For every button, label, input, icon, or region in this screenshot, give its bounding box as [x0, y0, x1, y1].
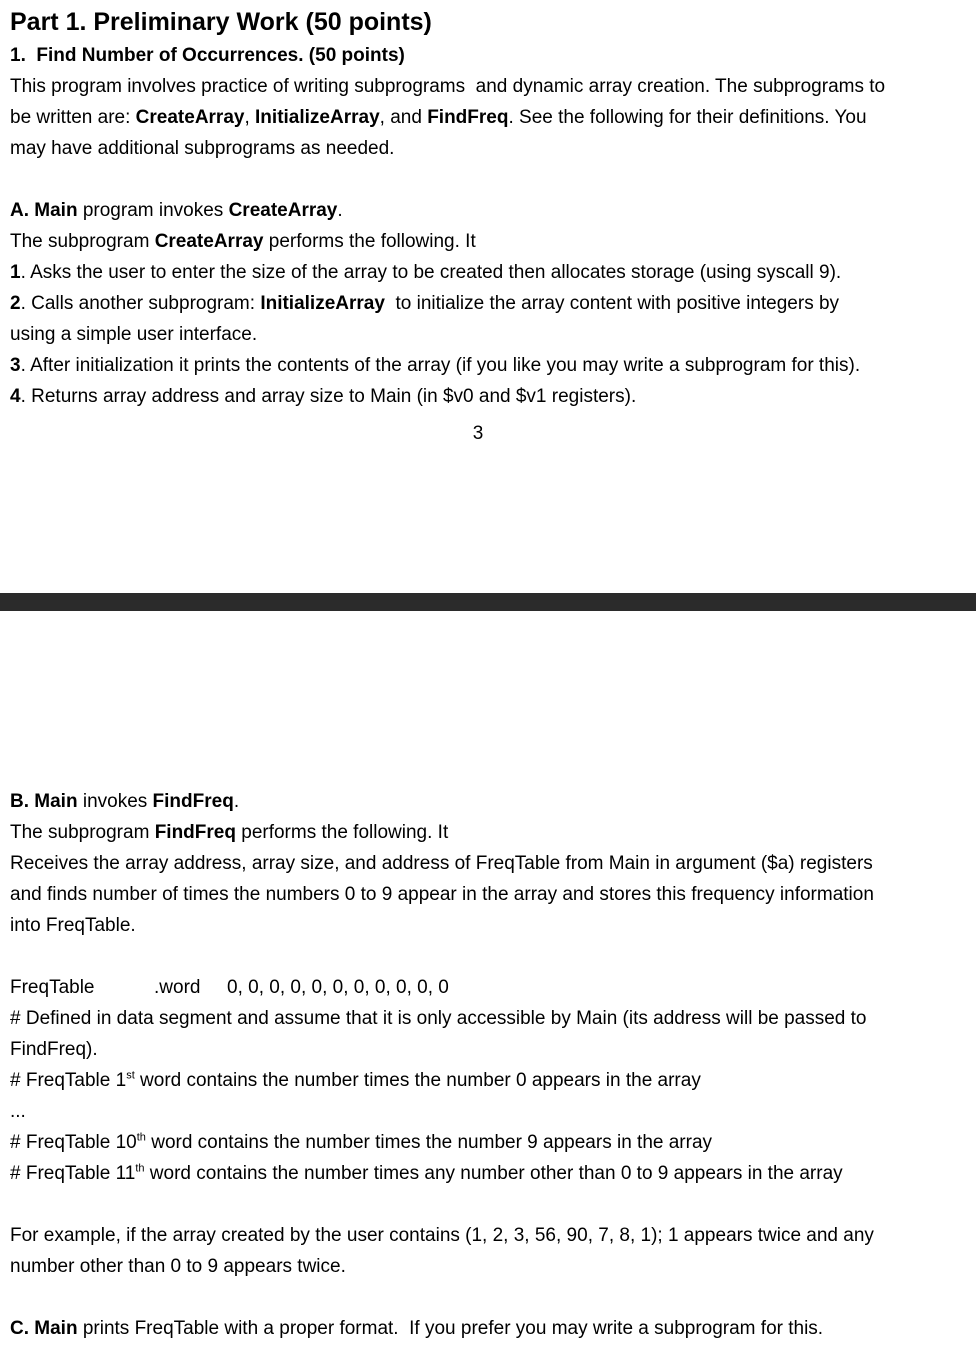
text: B. Main — [10, 791, 78, 812]
item-number: 1 — [10, 262, 21, 283]
text: , — [244, 107, 256, 128]
text: word contains the number times any number other than 0 to 9 appears in the array — [144, 1163, 843, 1184]
superscript: st — [126, 1069, 135, 1082]
comment-line-2 — [10, 1065, 960, 1096]
section-b-paragraph-line-2: and finds number of times the numbers 0 to 9 appear in the array and stores this frequency information — [10, 884, 874, 905]
subprogram-name: InitializeArray — [255, 107, 380, 128]
question-title: 1. Find Number of Occurrences. (50 points) — [10, 45, 405, 66]
example-line-2: number other than 0 to 9 appears twice. — [10, 1256, 346, 1277]
page-number: 3 — [472, 423, 484, 444]
text: C. Main — [10, 1318, 78, 1339]
section-b-paragraph-line-3: into FreqTable. — [10, 915, 136, 936]
text: The subprogram — [10, 822, 155, 843]
section-a-item-1 — [10, 257, 960, 288]
text: . — [337, 200, 343, 221]
intro-line-3: may have additional subprograms as needed. — [10, 138, 395, 159]
code-directive: .word — [154, 977, 201, 998]
text: . See the following for their definitions. You — [508, 107, 867, 128]
comment-line-1-cont: FindFreq). — [10, 1039, 98, 1060]
superscript: th — [135, 1162, 145, 1175]
text: , and — [379, 107, 428, 128]
text: invokes — [77, 791, 153, 812]
text: . — [233, 791, 240, 812]
section-b-paragraph-line-1: Receives the array address, array size, and address of FreqTable from Main in argument ($a) registers — [10, 853, 873, 874]
text: . After initialization it prints the contents of the array (if you like you may write a subprogram for this). — [20, 355, 861, 376]
text: program invokes — [77, 200, 229, 221]
comment-line-3 — [10, 1127, 960, 1158]
text: word contains the number times the number 9 appears in the array — [145, 1132, 713, 1153]
text: . Returns array address and array size to Main (in $v0 and $v1 registers). — [20, 386, 637, 407]
ellipsis: ... — [10, 1101, 26, 1122]
page-top — [10, 4, 960, 449]
code-values: 0, 0, 0, 0, 0, 0, 0, 0, 0, 0, 0 — [227, 977, 449, 998]
comment-line-4 — [10, 1158, 960, 1189]
section-a-item-3 — [10, 350, 960, 381]
section-a-item-2 — [10, 288, 960, 319]
text: CreateArray — [228, 200, 338, 221]
section-a-item-4 — [10, 381, 960, 412]
text: # FreqTable 1 — [10, 1070, 127, 1091]
text: prints FreqTable with a proper format. If you prefer you may write a subprogram for this. — [77, 1318, 824, 1339]
text: to initialize the array content with positive integers by — [384, 293, 840, 314]
text: . Asks the user to enter the size of the array to be created then allocates storage (using syscall 9). — [20, 262, 842, 283]
superscript: th — [136, 1131, 146, 1144]
subprogram-name: FindFreq — [427, 107, 509, 128]
text: performs the following. It — [263, 231, 476, 252]
text: . Calls another subprogram: — [20, 293, 261, 314]
text: CreateArray — [154, 231, 264, 252]
example-line-1: For example, if the array created by the user contains (1, 2, 3, 56, 90, 7, 8, 1); 1 appears twice and any — [10, 1225, 874, 1246]
page-divider — [0, 593, 976, 611]
item-number: 2 — [10, 293, 21, 314]
freqtable-declaration — [10, 972, 960, 1003]
subprogram-name: CreateArray — [135, 107, 245, 128]
intro-line-2 — [10, 102, 960, 133]
section-a-subheading — [10, 226, 960, 257]
section-c-line — [10, 1313, 960, 1344]
text: be written are: — [10, 107, 136, 128]
text: # FreqTable 11 — [10, 1163, 136, 1184]
part-title: Part 1. Preliminary Work (50 points) — [10, 8, 432, 36]
text: performs the following. It — [235, 822, 449, 843]
comment-line-1: # Defined in data segment and assume that it is only accessible by Main (its address will be passed to — [10, 1008, 867, 1029]
section-b-subheading — [10, 817, 960, 848]
code-label: FreqTable — [10, 977, 95, 998]
text: InitializeArray — [260, 293, 385, 314]
section-b-heading — [10, 786, 960, 817]
text: A. Main — [10, 200, 78, 221]
text: FindFreq — [152, 791, 234, 812]
section-a-heading — [10, 195, 960, 226]
intro-line-1: This program involves practice of writing subprograms and dynamic array creation. The subprograms to — [10, 76, 886, 97]
text: FindFreq — [154, 822, 236, 843]
item-number: 4 — [10, 386, 21, 407]
page-bottom — [10, 786, 960, 1344]
text: word contains the number times the number 0 appears in the array — [134, 1070, 701, 1091]
item-number: 3 — [10, 355, 21, 376]
text: The subprogram — [10, 231, 155, 252]
text: # FreqTable 10 — [10, 1132, 137, 1153]
section-a-item-2-cont: using a simple user interface. — [10, 324, 258, 345]
